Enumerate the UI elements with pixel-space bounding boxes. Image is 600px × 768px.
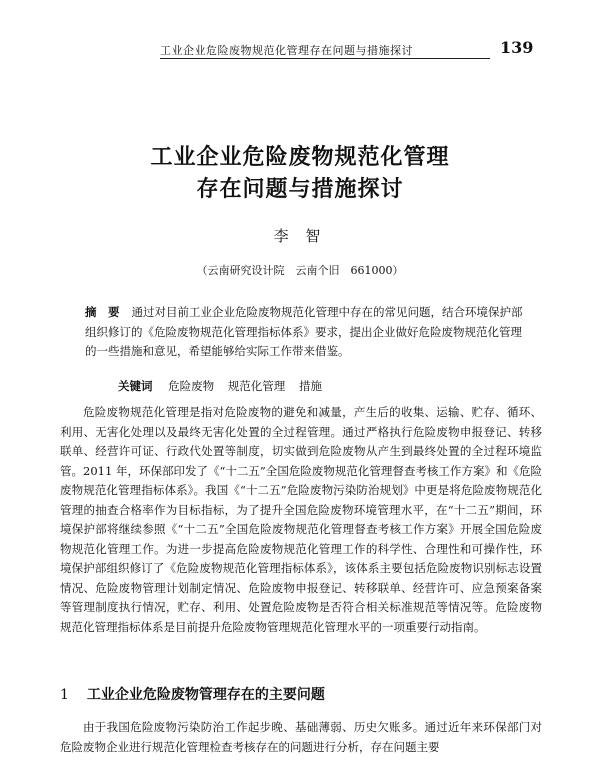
abstract-label: 摘 要	[85, 305, 120, 319]
abstract-text: 通过对目前工业企业危险废物规范化管理中存在的常见问题，结合环境保护部组织修订的《危险废物规范化管理指标体系》要求，提出企业做好危险废物规范化管理的一些措施和意见，希望能够给实际工作带来借鉴。	[85, 305, 523, 358]
author-name: 李 智	[273, 227, 327, 245]
keywords	[118, 378, 538, 394]
abstract	[85, 303, 525, 362]
keywords-label: 关键词	[118, 379, 153, 393]
author-affiliation: （云南研究设计院 云南个旧 661000）	[196, 264, 404, 277]
page-number: 139	[500, 38, 534, 57]
keyword: 危险废物	[168, 379, 215, 393]
body-paragraph: 危险废物规范化管理是指对危险废物的避免和减量，产生后的收集、运输、贮存、循环、利用、无害化处理以及最终无害化处置的全过程管理。通过严格执行危险废物申报登记、转移联单、经营许可证、行政代处置等制度，切实做到危险废物从产生到最终处置的全过程环境监管。2011 年，环保部印发了《“十二五”全国危险废物规范化管理督查考核工作方案》和《危险废物规范化管理指标体系》。我国《“十二五”危险废物污染防治规划》中更是将危险废物规范化管理的抽查合格率作为目标指标，为了提升全国危险废物环境管理水平，在“十二五”期间，环境保护部将继续参照《“十二五”全国危险废物规范化管理督查考核工作方案》开展全国危险废物规范化管理工作。为进一步提高危险废物规范化管理工作的科学性、合理性和可操作性，环境保护部组织修订了《危险废物规范化管理指标体系》，该体系主要包括危险废物识别标志设置情况、危险废物管理计划制定情况、危险废物申报登记、转移联单、经营许可、应急预案备案等管理制度执行情况，贮存、利用、处置危险废物是否符合相关标准规范等情况等。危险废物规范化管理指标体系是目前提升危险废物管理规范化管理水平的一项重要行动指南。	[60, 405, 542, 634]
section-title: 工业企业危险废物管理存在的主要问题	[86, 687, 325, 703]
running-head	[0, 38, 600, 62]
keyword: 措施	[298, 379, 322, 393]
article-title-line2: 存在问题与措施探讨	[196, 176, 404, 202]
running-head-title: 工业企业危险废物规范化管理存在问题与措施探讨	[160, 44, 413, 57]
header-rule	[160, 58, 490, 59]
section-number: 1	[60, 687, 69, 703]
section-heading	[60, 684, 325, 704]
keyword: 规范化管理	[227, 379, 286, 393]
body-paragraph: 由于我国危险废物污染防治工作起步晚、基础薄弱、历史欠账多。通过近年来环保部门对危险废物企业进行规范化管理检查考核存在的问题进行分析，存在问题主要	[60, 720, 542, 754]
article-title-line1: 工业企业危险废物规范化管理	[150, 144, 450, 170]
